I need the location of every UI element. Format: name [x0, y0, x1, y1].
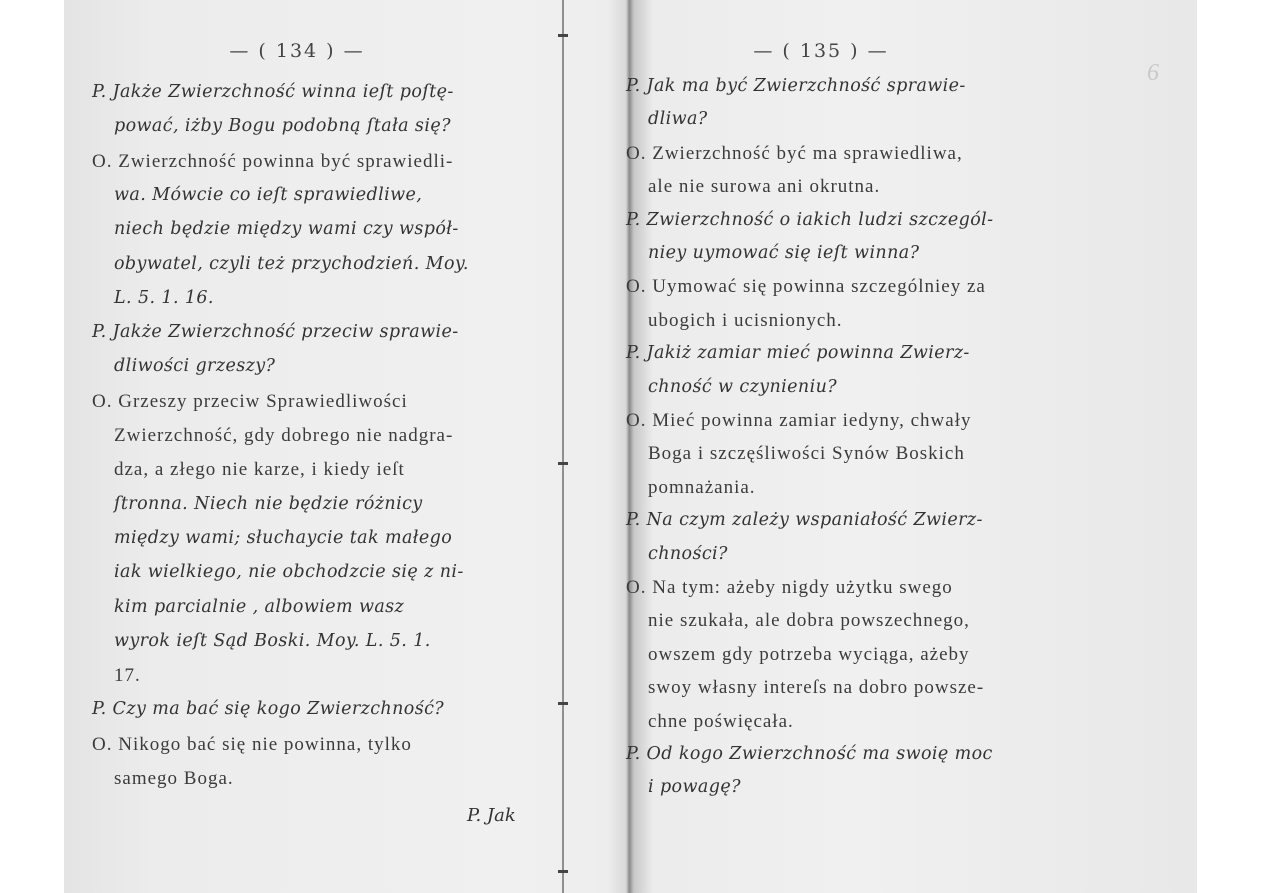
text-line: i powagę?	[648, 777, 741, 798]
text-line: pować, iżby Bogu podobną ſtała się?	[114, 116, 451, 137]
page-number: — ( 134 ) —	[229, 40, 365, 62]
text-line: chność w czynieniu?	[648, 376, 838, 397]
text-line: Zwierzchność, gdy dobrego nie nadgra-	[114, 425, 454, 446]
text-line: niey uymować się ieſt winna?	[648, 243, 920, 263]
text-line: obywatel, czyli też przychodzień. Moy.	[114, 253, 469, 274]
text-line: P. Jakże Zwierzchność winna ieſt poſtę-	[92, 82, 454, 102]
text-line: dza, a złego nie karze, i kiedy ieſt	[114, 459, 405, 481]
binding-mark	[558, 34, 568, 37]
text-line: dliwości grzeszy?	[114, 356, 276, 377]
text-line: P. Jak ma być Zwierzchność sprawie-	[626, 76, 966, 96]
text-line: O. Zwierzchność być ma sprawiedliwa,	[626, 142, 963, 164]
binding-mark	[558, 870, 568, 873]
text-line: O. Zwierzchność powinna być sprawiedli-	[92, 150, 454, 172]
binding-mark	[558, 702, 568, 705]
text-line: owszem gdy potrzeba wyciąga, ażeby	[648, 643, 970, 665]
text-line: O. Grzeszy przeciw Sprawiedliwości	[92, 390, 408, 412]
text-line: iak wielkiego, nie obchodzcie się z ni-	[114, 562, 464, 583]
text-line: ale nie surowa ani okrutna.	[648, 176, 881, 198]
text-line: swoy własny intereſs na dobro powsze-	[648, 677, 985, 699]
text-line: P. Jakiż zamiar mieć powinna Zwierz-	[626, 343, 970, 364]
pencil-margin-note: 6	[1147, 60, 1159, 86]
text-line: pomnażania.	[648, 476, 756, 498]
text-line: wyrok ieſt Sąd Boski. Moy. L. 5. 1.	[114, 630, 431, 651]
text-line: nie szukała, ale dobra powszechnego,	[648, 610, 970, 632]
text-line: P. Czy ma bać się kogo Zwierzchność?	[92, 699, 445, 720]
text-line: ubogich i ucisnionych.	[648, 309, 843, 331]
left-page	[92, 0, 542, 893]
text-line: między wami; słuchaycie tak małego	[114, 527, 453, 548]
text-line: P. Na czym zależy wspaniałość Zwierz-	[626, 510, 983, 531]
text-line: O. Nikogo bać się nie powinna, tylko	[92, 733, 412, 755]
text-line: chne poświęcała.	[648, 710, 794, 732]
text-line: niech będzie między wami czy współ-	[114, 219, 459, 240]
text-line: O. Na tym: ażeby nigdy użytku swego	[626, 577, 953, 598]
page-number: — ( 135 ) —	[753, 40, 889, 62]
text-line: ſtronna. Niech nie będzie różnicy	[114, 493, 423, 514]
text-line: 17.	[114, 665, 141, 687]
book-gutter	[562, 0, 564, 893]
text-line: P. Od kogo Zwierzchność ma swoię moc	[626, 744, 993, 764]
binding-mark	[558, 462, 568, 465]
text-line: wa. Mówcie co ieſt sprawiedliwe,	[114, 184, 423, 205]
text-line: P. Jakże Zwierzchność przeciw sprawie-	[92, 322, 459, 343]
right-page	[626, 0, 1096, 893]
text-line: O. Mieć powinna zamiar iedyny, chwały	[626, 410, 972, 431]
catchword: P. Jak	[467, 805, 516, 826]
text-line: L. 5. 1. 16.	[114, 287, 214, 308]
text-line: kim parcialnie , albowiem wasz	[114, 596, 405, 617]
text-line: chności?	[648, 543, 728, 564]
text-line: dliwa?	[648, 109, 708, 130]
text-line: Boga i szczęśliwości Synów Boskich	[648, 443, 965, 465]
text-line: P. Zwierzchność o iakich ludzi szczegól-	[626, 209, 994, 230]
text-line: samego Boga.	[114, 768, 234, 789]
text-line: O. Uymować się powinna szczególniey za	[626, 276, 986, 298]
